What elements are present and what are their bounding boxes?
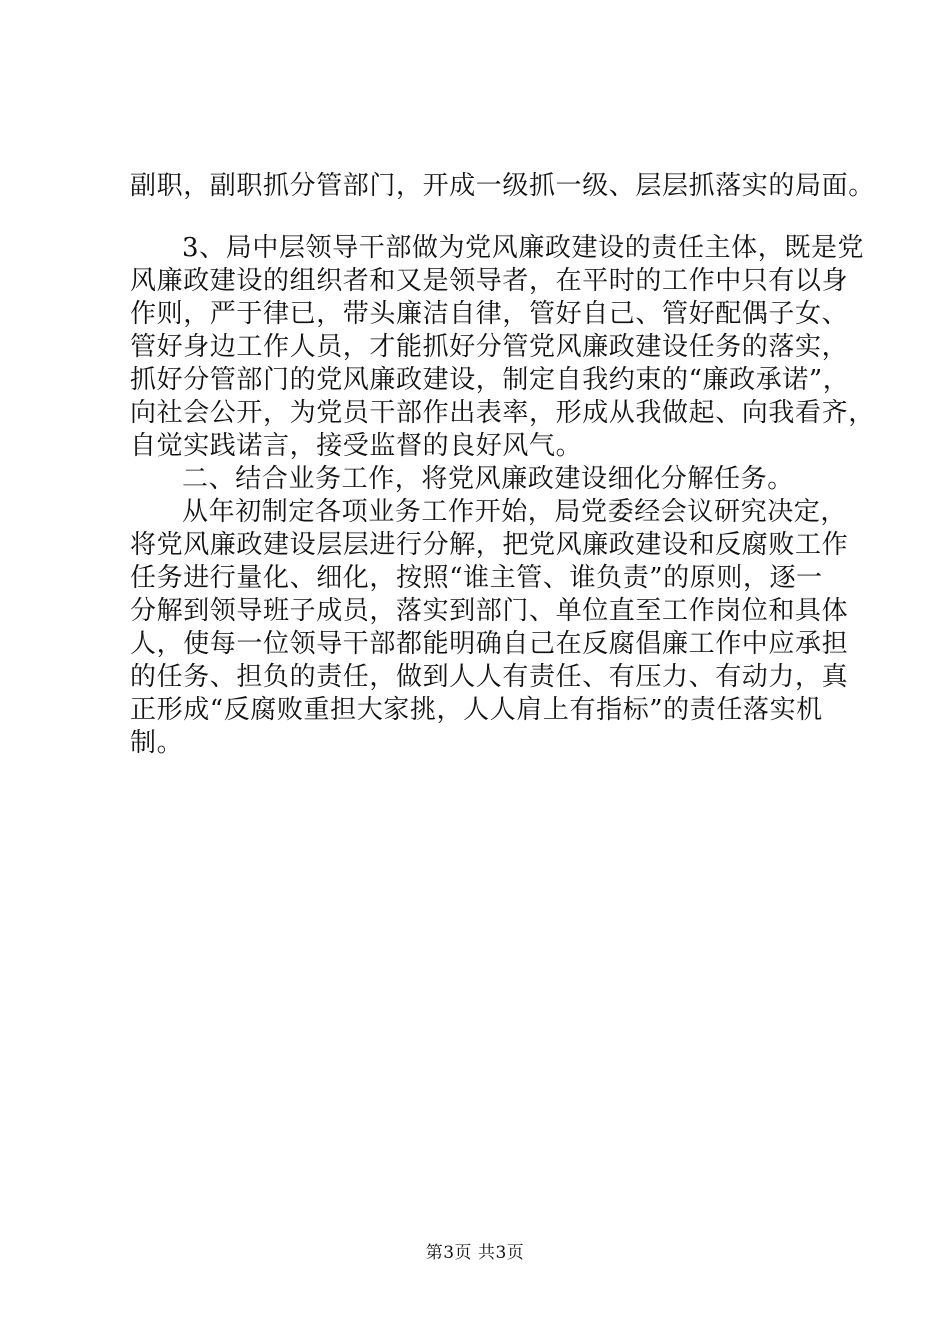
text-line: 从年初制定各项业务工作开始，局党委经会议研究决定， [182,497,848,527]
text-line: 正形成“反腐败重担大家挑，人人肩上有指标”的责任落实机 [130,695,823,725]
text-line: 抓好分管部门的党风廉政建设，制定自我约束的“廉政承诺”， [130,365,850,395]
text-line: 向社会公开，为党员干部作出表率，形成从我做起、向我看齐， [130,398,875,428]
text-line: 自觉实践诺言，接受监督的良好风气。 [130,431,583,461]
text-line: 将党风廉政建设层层进行分解，把党风廉政建设和反腐败工作 [130,530,849,560]
text-line: 作则，严于律已，带头廉洁自律，管好自己、管好配偶子女、 [130,299,849,329]
document-body [130,170,875,760]
text-line: 的任务、担负的责任，做到人人有责任、有压力、有动力，真 [130,662,849,692]
text-line: 分解到领导班子成员，落实到部门、单位直至工作岗位和具体 [130,596,849,626]
page-number-footer: 第3页 共3页 [425,1243,525,1263]
paragraph-gap [130,203,850,232]
text-line: 任务进行量化、细化，按照“谁主管、谁负责”的原则，逐一 [130,563,823,593]
text-line: 管好身边工作人员，才能抓好分管党风廉政建设任务的落实， [130,332,849,362]
section-heading: 二、结合业务工作，将党风廉政建设细化分解任务。 [182,464,794,494]
text-line: 人，使每一位领导干部都能明确自己在反腐倡廉工作中应承担 [130,629,849,659]
text-line: 副职，副职抓分管部门，开成一级抓一级、层层抓落实的局面。 [130,171,875,201]
text-line: 风廉政建设的组织者和又是领导者，在平时的工作中只有以身 [130,266,849,296]
text-line: 制。 [130,728,184,758]
text-line: 3、局中层领导干部做为党风廉政建设的责任主体，既是党 [182,233,865,263]
